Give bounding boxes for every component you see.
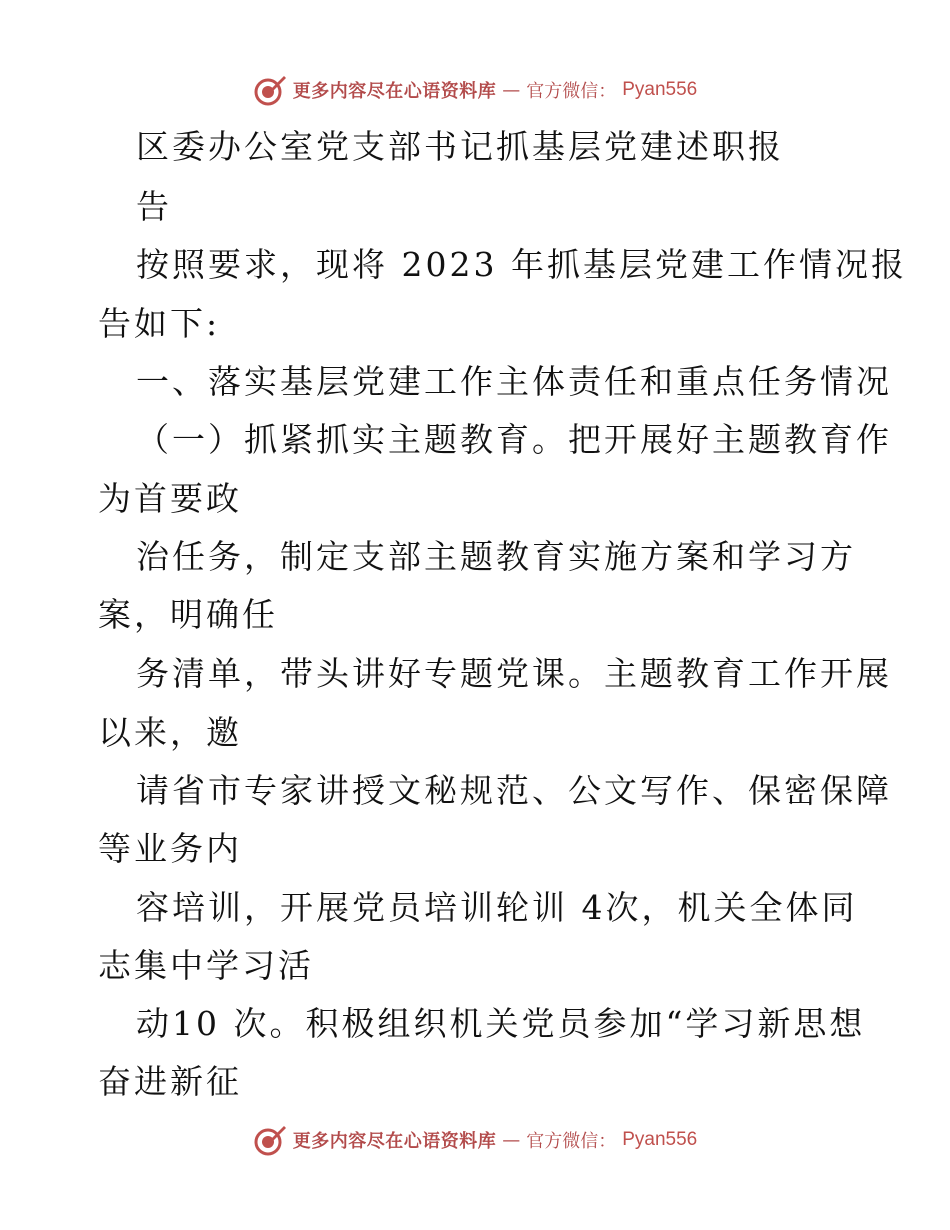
paragraph-line: 奋进新征 — [98, 1062, 242, 1101]
paragraph-line: 治任务，制定支部主题教育实施方案和学习方 — [136, 537, 856, 576]
paragraph-line: 为首要政 — [98, 479, 242, 518]
paragraph-line: 务清单，带头讲好专题党课。主题教育工作开展 — [136, 654, 892, 693]
watermark-banner-bottom — [0, 1120, 950, 1160]
paragraph-line: 告如下: — [98, 304, 221, 343]
watermark-wechat-label: 官方微信： — [526, 1131, 617, 1152]
paragraph-line: 容培训，开展党员培训轮训 4次，机关全体同 — [136, 888, 858, 927]
watermark-wechat-account: Pyan556 — [622, 79, 698, 100]
document-title-line-2: 告 — [136, 187, 172, 226]
paragraph-line: 动10 次。积极组织机关党员参加“学习新思想 — [136, 1004, 866, 1043]
subsection-heading: （一）抓紧抓实主题教育。把开展好主题教育作 — [136, 420, 892, 459]
watermark-wechat-label: 官方微信： — [526, 81, 617, 102]
paragraph-line: 等业务内 — [98, 829, 242, 868]
quill-logo-icon — [253, 1123, 287, 1157]
watermark-separator: — — [502, 79, 521, 101]
paragraph-line: 按照要求，现将 2023 年抓基层党建工作情况报 — [136, 245, 907, 284]
watermark-banner-top — [0, 70, 950, 110]
document-title-line-1: 区委办公室党支部书记抓基层党建述职报 — [136, 127, 784, 166]
quill-logo-icon — [253, 73, 287, 107]
paragraph-line: 以来，邀 — [98, 713, 242, 752]
paragraph-line: 请省市专家讲授文秘规范、公文写作、保密保障 — [136, 771, 892, 810]
watermark-site-text: 更多内容尽在心语资料库 — [292, 1131, 497, 1152]
watermark-separator: — — [502, 1129, 521, 1151]
watermark-wechat-account: Pyan556 — [622, 1129, 698, 1150]
watermark-site-text: 更多内容尽在心语资料库 — [292, 81, 497, 102]
paragraph-line: 案，明确任 — [98, 595, 278, 634]
paragraph-line: 志集中学习活 — [98, 946, 314, 985]
section-heading: 一、落实基层党建工作主体责任和重点任务情况 — [136, 362, 892, 401]
